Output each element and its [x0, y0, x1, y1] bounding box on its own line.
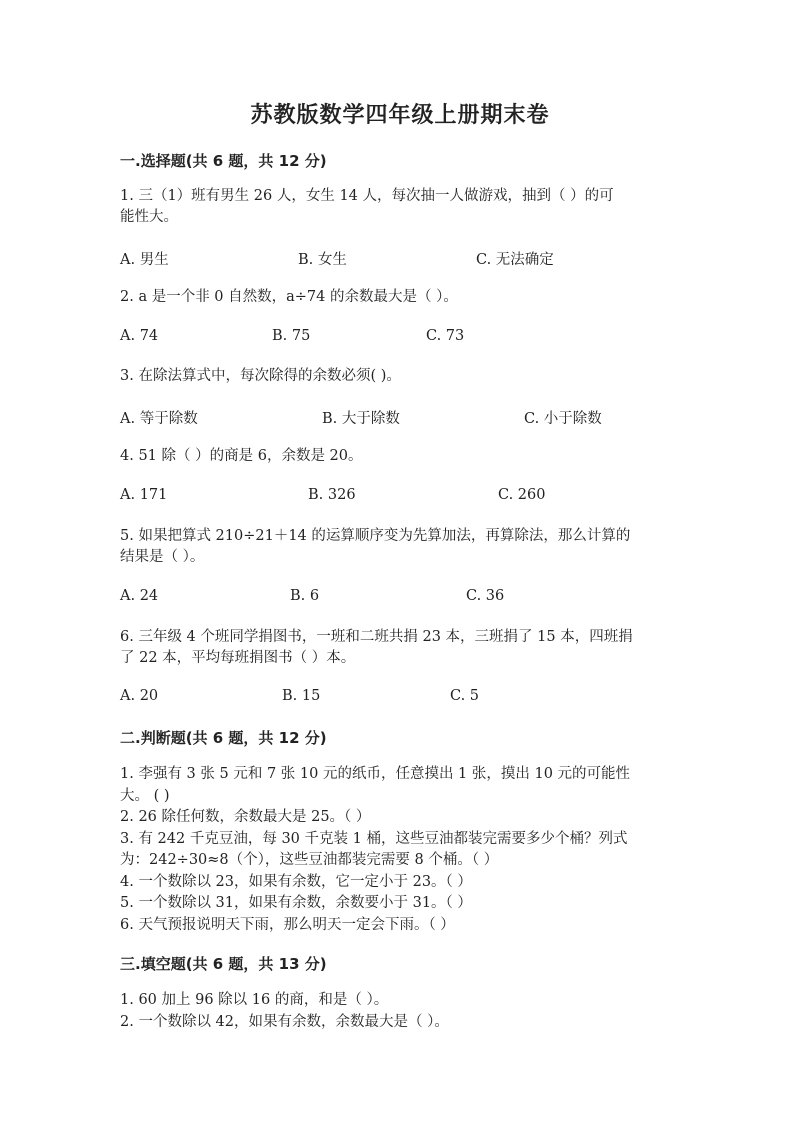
page-title: 苏教版数学四年级上册期末卷 — [250, 102, 550, 128]
question-1 — [120, 186, 614, 228]
question-text: 3. 在除法算式中，每次除得的余数必须( )。 — [120, 368, 401, 384]
judgement-list — [120, 764, 630, 936]
option-a: A. 74 — [120, 328, 159, 344]
list-item: 5. 一个数除以 31，如果有余数，余数要小于 31。（ ） — [120, 895, 472, 911]
option-c: C. 36 — [466, 588, 505, 604]
section-heading-choice: 一.选择题(共 6 题，共 12 分) — [120, 152, 327, 170]
option-b: B. 大于除数 — [322, 411, 400, 427]
question-text: 能性大。 — [120, 209, 178, 225]
list-item: 大。 ( ) — [120, 787, 170, 804]
option-c: C. 260 — [498, 487, 546, 503]
list-item: 1. 60 加上 96 除以 16 的商，和是（ ）。 — [120, 992, 389, 1008]
list-item: 2. 一个数除以 42，如果有余数，余数最大是（ ）。 — [120, 1013, 449, 1030]
option-a: A. 171 — [120, 487, 168, 503]
question-text: 了 22 本，平均每班捐图书（ ）本。 — [120, 650, 356, 666]
option-a: A. 等于除数 — [120, 411, 198, 427]
option-b: B. 75 — [272, 328, 311, 344]
option-b: B. 326 — [308, 487, 356, 503]
list-item: 6. 天气预报说明天下雨，那么明天一定会下雨。（ ） — [120, 916, 455, 933]
question-text: 6. 三年级 4 个班同学捐图书，一班和二班共捐 23 本，三班捐了 15 本，四班捐 — [120, 629, 633, 645]
question-text: 2. a 是一个非 0 自然数，a÷74 的余数最大是（ ）。 — [120, 289, 458, 305]
question-text: 5. 如果把算式 210÷21＋14 的运算顺序变为先算加法，再算除法，那么计算的 — [120, 528, 631, 544]
section-heading-fill-blank: 三.填空题(共 6 题，共 13 分) — [120, 955, 327, 973]
option-c: C. 73 — [426, 328, 465, 344]
question-text: 1. 三（1）班有男生 26 人，女生 14 人，每次抽一人做游戏，抽到（ ）的可 — [120, 188, 614, 204]
option-a: A. 男生 — [120, 252, 169, 268]
option-c: C. 无法确定 — [476, 252, 554, 268]
option-a: A. 24 — [120, 588, 159, 604]
option-c: C. 5 — [450, 688, 480, 704]
section-heading-judgement: 二.判断题(共 6 题，共 12 分) — [120, 729, 327, 747]
option-b: B. 女生 — [298, 252, 347, 268]
option-c: C. 小于除数 — [524, 411, 602, 427]
question-4 — [120, 446, 363, 467]
question-text: 结果是（ ）。 — [120, 549, 205, 565]
list-item: 4. 一个数除以 23，如果有余数，它一定小于 23。（ ） — [120, 873, 472, 890]
question-6 — [120, 627, 633, 669]
option-b: B. 15 — [282, 688, 321, 704]
option-a: A. 20 — [120, 688, 159, 704]
question-5 — [120, 526, 630, 568]
question-3 — [120, 366, 401, 387]
question-2 — [120, 287, 458, 308]
list-item: 为：242÷30≈8（个），这些豆油都装完需要 8 个桶。（ ） — [120, 852, 499, 868]
question-text: 4. 51 除（ ）的商是 6，余数是 20。 — [120, 448, 363, 464]
option-b: B. 6 — [290, 588, 320, 604]
list-item: 1. 李强有 3 张 5 元和 7 张 10 元的纸币，任意摸出 1 张，摸出 10 元的可能性 — [120, 766, 631, 782]
list-item: 3. 有 242 千克豆油，每 30 千克装 1 桶，这些豆油都装完需要多少个桶？列式 — [120, 830, 628, 847]
list-item: 2. 26 除任何数，余数最大是 25。（ ） — [120, 809, 371, 825]
fill-blank-list — [120, 990, 449, 1033]
